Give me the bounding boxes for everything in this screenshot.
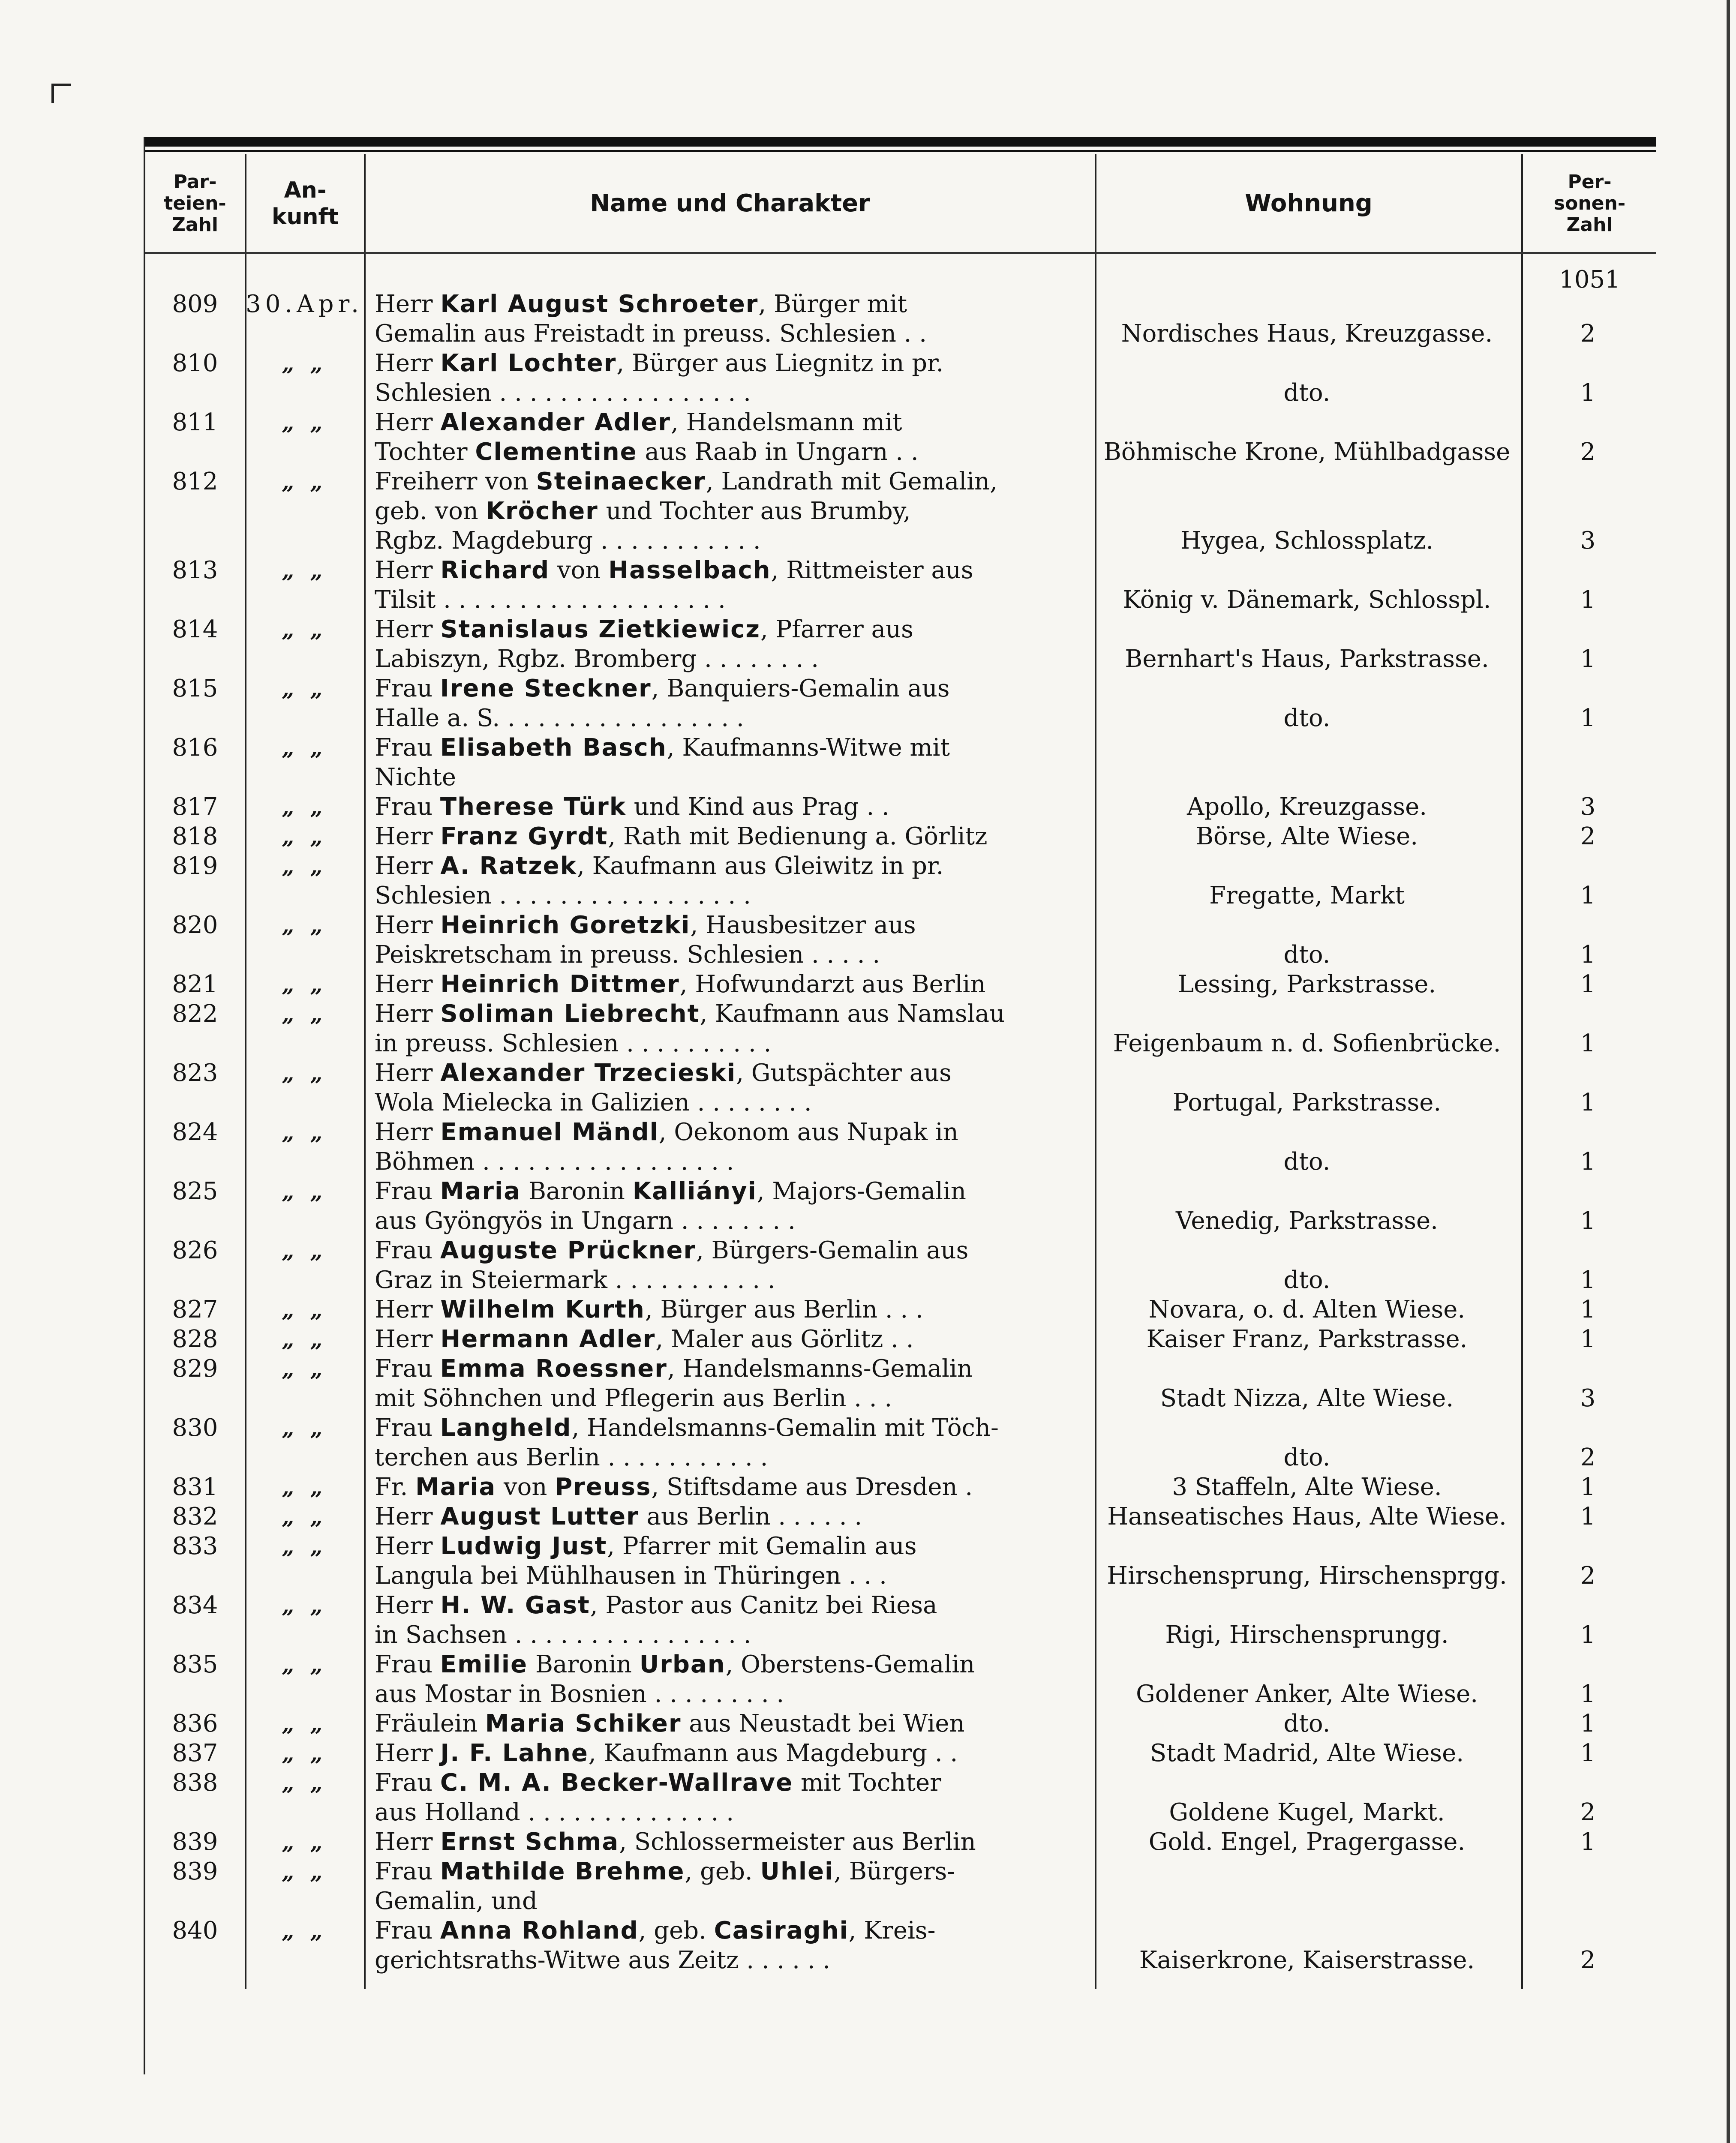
arrival-date: „ „ (282, 1356, 327, 1381)
guest-name-character: Herr Karl August Schroeter, Bürger mit Gemalin aus Freistadt in preuss. Schlesien . . (375, 290, 927, 348)
guest-name-character: Frau Mathilde Brehme, geb. Uhlei, Bürgers- Gemalin, und (375, 1858, 955, 1915)
table-row (145, 408, 1656, 467)
persons-count: 1 (1580, 882, 1596, 909)
persons-count: 1 (1580, 1207, 1596, 1235)
arrival-date: „ „ (282, 912, 327, 938)
arrival-date: „ „ (282, 1297, 327, 1322)
party-number: 826 (172, 1237, 218, 1264)
table-row (145, 1827, 1656, 1857)
residence: dto. (1283, 704, 1331, 732)
persons-count: 1 (1580, 1621, 1596, 1649)
persons-count: 2 (1580, 822, 1596, 850)
guest-name-character: Herr Alexander Adler, Handelsmann mit Tochter Clementine aus Raab in Ungarn . . (375, 408, 919, 466)
persons-count: 3 (1580, 1384, 1596, 1412)
party-number: 831 (172, 1473, 218, 1501)
arrival-date: „ „ (282, 617, 327, 642)
table-row (145, 1236, 1656, 1295)
residence: dto. (1283, 379, 1331, 407)
guest-register-table (144, 137, 1656, 2074)
arrival-date: „ „ (282, 853, 327, 879)
persons-count: 1 (1580, 645, 1596, 673)
arrival-date: „ „ (282, 1238, 327, 1263)
party-number: 809 (172, 290, 218, 318)
arrival-date: „ „ (282, 735, 327, 760)
guest-name-character: Herr H. W. Gast, Pastor aus Canitz bei Riesa in Sachsen . . . . . . . . . . . . . . . . (375, 1591, 937, 1649)
guest-name-character: Herr Heinrich Dittmer, Hofwundarzt aus Berlin (375, 970, 986, 998)
guest-name-character: Frau Langheld, Handelsmanns-Gemalin mit Töch- terchen aus Berlin . . . . . . . . . . . (375, 1414, 999, 1471)
residence: König v. Dänemark, Schlosspl. (1123, 586, 1491, 614)
persons-count: 1 (1580, 1148, 1596, 1176)
guest-name-character: Frau Maria Baronin Kalliányi, Majors-Gemalin aus Gyöngyös in Ungarn . . . . . . . . (375, 1177, 966, 1235)
guest-name-character: Herr Alexander Trzecieski, Gutspächter aus Wola Mielecka in Galizien . . . . . . . . (375, 1059, 952, 1117)
guest-name-character: Herr Ernst Schma, Schlossermeister aus Berlin (375, 1828, 976, 1856)
arrival-date: „ „ (282, 1652, 327, 1677)
party-number: 834 (172, 1591, 218, 1619)
table-row (145, 1650, 1656, 1709)
table-row (145, 1857, 1656, 1916)
residence: Gold. Engel, Pragergasse. (1148, 1828, 1466, 1856)
arrival-date: „ „ (282, 1179, 327, 1204)
corner-mark (51, 84, 71, 103)
table-row (145, 1591, 1656, 1650)
residence: Feigenbaum n. d. Sofienbrücke. (1113, 1029, 1501, 1057)
register-rows (145, 289, 1656, 1975)
table-row (145, 1117, 1656, 1177)
guest-name-character: Frau C. M. A. Becker-Wallrave mit Tochter aus Holland . . . . . . . . . . . . . . (375, 1769, 941, 1826)
table-row (145, 1531, 1656, 1591)
arrival-date: „ „ (282, 1474, 327, 1500)
guest-name-character: Herr Stanislaus Zietkiewicz, Pfarrer aus Labiszyn, Rgbz. Bromberg . . . . . . . . (375, 615, 913, 673)
residence: dto. (1283, 941, 1331, 969)
header-wohnung: Wohnung (1245, 189, 1373, 217)
persons-count: 2 (1580, 1798, 1596, 1826)
guest-name-character: Frau Irene Steckner, Banquiers-Gemalin aus Halle a. S. . . . . . . . . . . . . . . . . (375, 675, 950, 732)
party-number: 816 (172, 734, 218, 762)
residence: 3 Staffeln, Alte Wiese. (1172, 1473, 1442, 1501)
residence: Hanseatisches Haus, Alte Wiese. (1107, 1503, 1507, 1531)
party-number: 837 (172, 1739, 218, 1767)
party-number: 820 (172, 911, 218, 939)
table-row (145, 1295, 1656, 1324)
persons-count: 1 (1580, 379, 1596, 407)
guest-name-character: Herr Heinrich Goretzki, Hausbesitzer aus Peiskretscham in preuss. Schlesien . . . . . (375, 911, 916, 969)
residence: Hygea, Schlossplatz. (1180, 527, 1434, 555)
guest-name-character: Herr Karl Lochter, Bürger aus Liegnitz in pr. Schlesien . . . . . . . . . . . . . . . . . (375, 349, 944, 407)
persons-count: 1 (1580, 1503, 1596, 1531)
party-number: 823 (172, 1059, 218, 1087)
party-number: 840 (172, 1917, 218, 1945)
guest-name-character: Frau Auguste Prückner, Bürgers-Gemalin aus Graz in Steiermark . . . . . . . . . . . (375, 1237, 969, 1294)
table-row (145, 1472, 1656, 1502)
table-row (145, 999, 1656, 1058)
persons-count: 2 (1580, 1562, 1596, 1590)
party-number: 814 (172, 615, 218, 643)
party-number: 830 (172, 1414, 218, 1442)
persons-count: 1 (1580, 1828, 1596, 1856)
party-number: 833 (172, 1532, 218, 1560)
persons-count: 3 (1580, 527, 1596, 555)
guest-name-character: Herr Hermann Adler, Maler aus Görlitz . . (375, 1325, 914, 1353)
guest-name-character: Frau Emilie Baronin Urban, Oberstens-Gemalin aus Mostar in Bosnien . . . . . . . . . (375, 1651, 975, 1708)
persons-count: 1 (1580, 941, 1596, 969)
arrival-date: „ „ (282, 1415, 327, 1441)
arrival-date: „ „ (282, 1829, 327, 1855)
persons-count: 2 (1580, 320, 1596, 348)
persons-count: 1 (1580, 1710, 1596, 1738)
party-number: 810 (172, 349, 218, 377)
arrival-date: „ „ (282, 1770, 327, 1795)
arrival-date: „ „ (282, 351, 327, 376)
residence: Portugal, Parkstrasse. (1172, 1089, 1442, 1117)
residence: dto. (1283, 1710, 1331, 1738)
residence: Lessing, Parkstrasse. (1177, 970, 1436, 998)
arrival-date: „ „ (282, 1741, 327, 1766)
arrival-date: „ „ (282, 1859, 327, 1884)
header-rule (145, 252, 1656, 254)
arrival-date: 30.Apr. (246, 290, 363, 318)
arrival-date: „ „ (282, 1593, 327, 1618)
arrival-date: „ „ (282, 1120, 327, 1145)
residence: Kaiserkrone, Kaiserstrasse. (1139, 1946, 1475, 1974)
guest-name-character: Herr August Lutter aus Berlin . . . . . . (375, 1503, 862, 1531)
table-row (145, 1709, 1656, 1738)
arrival-date: „ „ (282, 1711, 327, 1736)
residence: dto. (1283, 1266, 1331, 1294)
persons-count: 3 (1580, 793, 1596, 821)
persons-count: 1 (1580, 1296, 1596, 1324)
arrival-date: „ „ (282, 1534, 327, 1559)
arrival-date: „ „ (282, 1327, 327, 1352)
header-parteien-zahl: Par- teien- Zahl (164, 171, 226, 236)
residence: Hirschensprung, Hirschensprgg. (1107, 1562, 1507, 1590)
table-row (145, 851, 1656, 910)
residence: Venedig, Parkstrasse. (1176, 1207, 1438, 1235)
residence: Goldene Kugel, Markt. (1169, 1798, 1445, 1826)
guest-name-character: Fr. Maria von Preuss, Stiftsdame aus Dresden . (375, 1473, 973, 1501)
table-row (145, 1324, 1656, 1354)
party-number: 817 (172, 793, 218, 821)
table-row (145, 1768, 1656, 1827)
party-number: 819 (172, 852, 218, 880)
table-row (145, 289, 1656, 348)
arrival-date: „ „ (282, 558, 327, 583)
residence: Rigi, Hirschensprungg. (1165, 1621, 1449, 1649)
table-row (145, 1738, 1656, 1768)
residence: Börse, Alte Wiese. (1195, 822, 1418, 850)
party-number: 836 (172, 1710, 218, 1738)
party-number: 839 (172, 1828, 218, 1856)
table-row (145, 674, 1656, 733)
arrival-date: „ „ (282, 676, 327, 701)
arrival-date: „ „ (282, 1504, 327, 1529)
party-number: 829 (172, 1355, 218, 1383)
party-number: 825 (172, 1177, 218, 1205)
persons-count: 1 (1580, 1680, 1596, 1708)
party-number: 827 (172, 1296, 218, 1324)
party-number: 822 (172, 1000, 218, 1028)
residence: Fregatte, Markt (1209, 882, 1405, 909)
arrival-date: „ „ (282, 824, 327, 849)
guest-name-character: Frau Anna Rohland, geb. Casiraghi, Kreis- gerichtsraths-Witwe aus Zeitz . . . . . . (375, 1917, 936, 1974)
persons-count: 1 (1580, 586, 1596, 614)
guest-name-character: Herr Emanuel Mändl, Oekonom aus Nupak in Böhmen . . . . . . . . . . . . . . . . . (375, 1118, 958, 1176)
table-row (145, 910, 1656, 969)
header-personen-zahl: Per- sonen- Zahl (1553, 171, 1626, 236)
table-row (145, 1413, 1656, 1472)
residence: dto. (1283, 1148, 1331, 1176)
table-row (145, 1354, 1656, 1413)
residence: Stadt Nizza, Alte Wiese. (1160, 1384, 1454, 1412)
persons-count: 2 (1580, 1946, 1596, 1974)
table-row (145, 822, 1656, 851)
arrival-date: „ „ (282, 469, 327, 494)
residence: dto. (1283, 1444, 1331, 1471)
residence: Bernhart's Haus, Parkstrasse. (1125, 645, 1489, 673)
guest-name-character: Herr Soliman Liebrecht, Kaufmann aus Namslau in preuss. Schlesien . . . . . . . . . . (375, 1000, 1005, 1057)
persons-count: 2 (1580, 438, 1596, 466)
persons-count: 1 (1580, 1325, 1596, 1353)
table-row (145, 555, 1656, 615)
guest-name-character: Fräulein Maria Schiker aus Neustadt bei Wien (375, 1710, 965, 1738)
carried-over-total: 1051 (1559, 266, 1620, 294)
residence: Böhmische Krone, Mühlbadgasse (1103, 438, 1511, 466)
persons-count: 1 (1580, 1029, 1596, 1057)
party-number: 815 (172, 675, 218, 702)
party-number: 811 (172, 408, 218, 436)
guest-name-character: Freiherr von Steinaecker, Landrath mit Gemalin, geb. von Kröcher und Tochter aus Brumby, Rgbz. Magdeburg . . . . . . . . . . . (375, 468, 997, 555)
guest-name-character: Herr Richard von Hasselbach, Rittmeister aus Tilsit . . . . . . . . . . . . . . . . . . . (375, 556, 973, 614)
arrival-date: „ „ (282, 972, 327, 997)
party-number: 824 (172, 1118, 218, 1146)
persons-count: 1 (1580, 704, 1596, 732)
party-number: 813 (172, 556, 218, 584)
arrival-date: „ „ (282, 1001, 327, 1026)
party-number: 821 (172, 970, 218, 998)
table-row (145, 615, 1656, 674)
table-row (145, 1916, 1656, 1975)
party-number: 818 (172, 822, 218, 850)
residence: Novara, o. d. Alten Wiese. (1148, 1296, 1466, 1324)
arrival-date: „ „ (282, 410, 327, 435)
arrival-date: „ „ (282, 794, 327, 819)
table-row (145, 348, 1656, 408)
party-number: 839 (172, 1858, 218, 1885)
arrival-date: „ „ (282, 1918, 327, 1943)
residence: Stadt Madrid, Alte Wiese. (1150, 1739, 1464, 1767)
party-number: 812 (172, 468, 218, 495)
party-number: 828 (172, 1325, 218, 1353)
guest-name-character: Herr J. F. Lahne, Kaufmann aus Magdeburg . . (375, 1739, 958, 1767)
persons-count: 1 (1580, 1266, 1596, 1294)
table-row (145, 1058, 1656, 1117)
residence: Goldener Anker, Alte Wiese. (1135, 1680, 1478, 1708)
table-row (145, 467, 1656, 555)
guest-name-character: Herr Wilhelm Kurth, Bürger aus Berlin . . . (375, 1296, 923, 1324)
party-number: 835 (172, 1651, 218, 1678)
residence: Apollo, Kreuzgasse. (1186, 793, 1427, 821)
guest-name-character: Frau Elisabeth Basch, Kaufmanns-Witwe mit Nichte (375, 734, 950, 791)
top-rule-thin (145, 150, 1656, 152)
guest-name-character: Herr Franz Gyrdt, Rath mit Bedienung a. Görlitz (375, 822, 988, 850)
party-number: 838 (172, 1769, 218, 1797)
residence: Kaiser Franz, Parkstrasse. (1146, 1325, 1468, 1353)
table-row (145, 969, 1656, 999)
residence: Nordisches Haus, Kreuzgasse. (1121, 320, 1493, 348)
persons-count: 2 (1580, 1444, 1596, 1471)
persons-count: 1 (1580, 1089, 1596, 1117)
guest-name-character: Herr A. Ratzek, Kaufmann aus Gleiwitz in pr. Schlesien . . . . . . . . . . . . . . . . . (375, 852, 944, 909)
guest-name-character: Frau Therese Türk und Kind aus Prag . . (375, 793, 889, 821)
table-row (145, 792, 1656, 822)
table-row (145, 1177, 1656, 1236)
guest-name-character: Frau Emma Roessner, Handelsmanns-Gemalin mit Söhnchen und Pflegerin aus Berlin . . . (375, 1355, 973, 1412)
persons-count: 1 (1580, 1473, 1596, 1501)
page-edge (1727, 0, 1730, 2143)
persons-count: 1 (1580, 970, 1596, 998)
table-row (145, 1502, 1656, 1531)
header-ankunft: An- kunft (271, 177, 339, 230)
arrival-date: „ „ (282, 1060, 327, 1086)
table-row (145, 733, 1656, 792)
header-name-und-charakter: Name und Charakter (590, 189, 870, 217)
guest-name-character: Herr Ludwig Just, Pfarrer mit Gemalin aus Langula bei Mühlhausen in Thüringen . . . (375, 1532, 917, 1590)
party-number: 832 (172, 1503, 218, 1531)
top-rule (145, 137, 1656, 147)
persons-count: 1 (1580, 1739, 1596, 1767)
